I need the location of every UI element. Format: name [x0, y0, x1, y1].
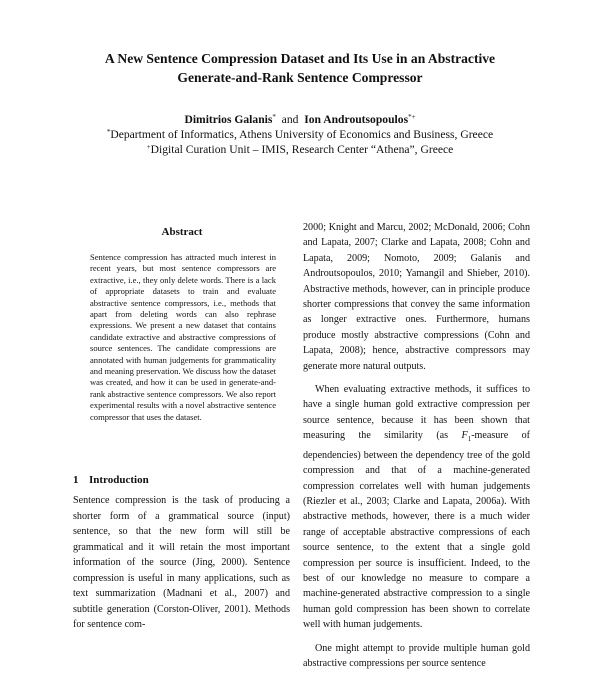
para2-text-a: When evaluating extractive methods, it suffices to have a single human gold extractive compression per source sentence, because it has been shown that measuring the similarity (as [303, 384, 530, 442]
right-paragraph-2 [303, 382, 530, 633]
author-2-mark: *+ [408, 113, 416, 121]
affiliation-1-text: Department of Informatics, Athens University of Economics and Business, Greece [110, 128, 494, 141]
title-line-1: A New Sentence Compression Dataset and Its Use in an Abstractive [104, 51, 496, 66]
section-heading [73, 474, 149, 486]
para2-text-b: -measure of dependencies) between the dependency tree of the gold compression and that of a machine-generated compression correlates well with human judgements (Riezler et al., 2003; Clarke and Lapata, 2006a). With abstractive methods, however, there is a much wider range of acceptable abstractive compressions of each source sentence, to the extent that a single gold compression per source is insufficient. Indeed, to the best of our knowledge no measure to compare a machine-generated abstractive compression to a single human gold compression has been shown to correlate well with human judgements. [303, 430, 531, 631]
affiliation-2-pre: Digital Curation Unit – [150, 143, 262, 156]
abstract-heading: Abstract [161, 226, 203, 238]
abstract-body: Sentence compression has attracted much interest in recent years, but most sentence compressors are extractive, i.e., they only delete words. There is a lack of appropriate datasets to train and evaluate abstractive sentence compressors, i.e., methods that apart from deleting words can also rephrase expressions. We present a new dataset that contains candidate extractive and abstractive compressions of source sentences. The candidate compressions are annotated with human judgements for grammaticality and meaning preservation. We discuss how the dataset was created, and how it can be used in generate-and-rank abstractive sentence compressors. We also report experimental results with a novel abstractive sentence compressor that uses the dataset. [90, 252, 276, 422]
right-paragraph-3: One might attempt to provide multiple human gold abstractive compressions per source sentence [303, 642, 530, 669]
affiliation-2-mark: + [146, 143, 151, 151]
intro-paragraph: Sentence compression is the task of producing a shorter form of a grammatical source (input) sentence, so that the new form will still be grammatical and it will retain the most important information of the source (Jing, 2000). Sentence compression is useful in many applications, such as text summarization (Madnani et al., 2007) and subtitle generation (Corston-Oliver, 2001). Methods for sentence com- [73, 495, 290, 630]
section-title: Introduction [89, 474, 149, 486]
affiliation-1 [60, 127, 540, 142]
f-measure-subscript: 1 [467, 435, 472, 444]
paper-title [60, 49, 540, 87]
author-conjunction: and [281, 113, 299, 126]
f-measure-symbol: F [461, 430, 468, 442]
title-line-2: Generate-and-Rank Sentence Compressor [177, 70, 423, 85]
author-1: Dimitrios Galanis [184, 113, 273, 126]
author-1-mark: * [272, 113, 276, 121]
affiliation-2-acronym: IMIS [261, 143, 286, 156]
author-block [60, 112, 540, 157]
right-paragraph-1: 2000; Knight and Marcu, 2002; McDonald, 2006; Cohn and Lapata, 2007; Clarke and Lapata, 2008; Cohn and Lapata, 2009; Nomoto, 2009; Galanis and Androutsopoulos, 2010; Yamangil and Shieber, 2010). Abstractive methods, however, can in principle produce shorter compressions that convey the same information as longer extractive ones. Furthermore, humans produce mostly abstractive compressions (Cohn and Lapata, 2008); hence, abstractive compressors may generate more natural outputs. [303, 222, 530, 372]
affiliation-1-mark: * [106, 128, 111, 136]
author-2: Ion Androutsopoulos [304, 113, 409, 126]
affiliation-2-post: , Research Center “Athena”, Greece [285, 143, 454, 156]
intro-column [73, 493, 290, 633]
right-column [303, 220, 530, 679]
affiliation-2 [60, 142, 540, 157]
section-number: 1 [73, 474, 79, 486]
author-names [60, 112, 540, 127]
